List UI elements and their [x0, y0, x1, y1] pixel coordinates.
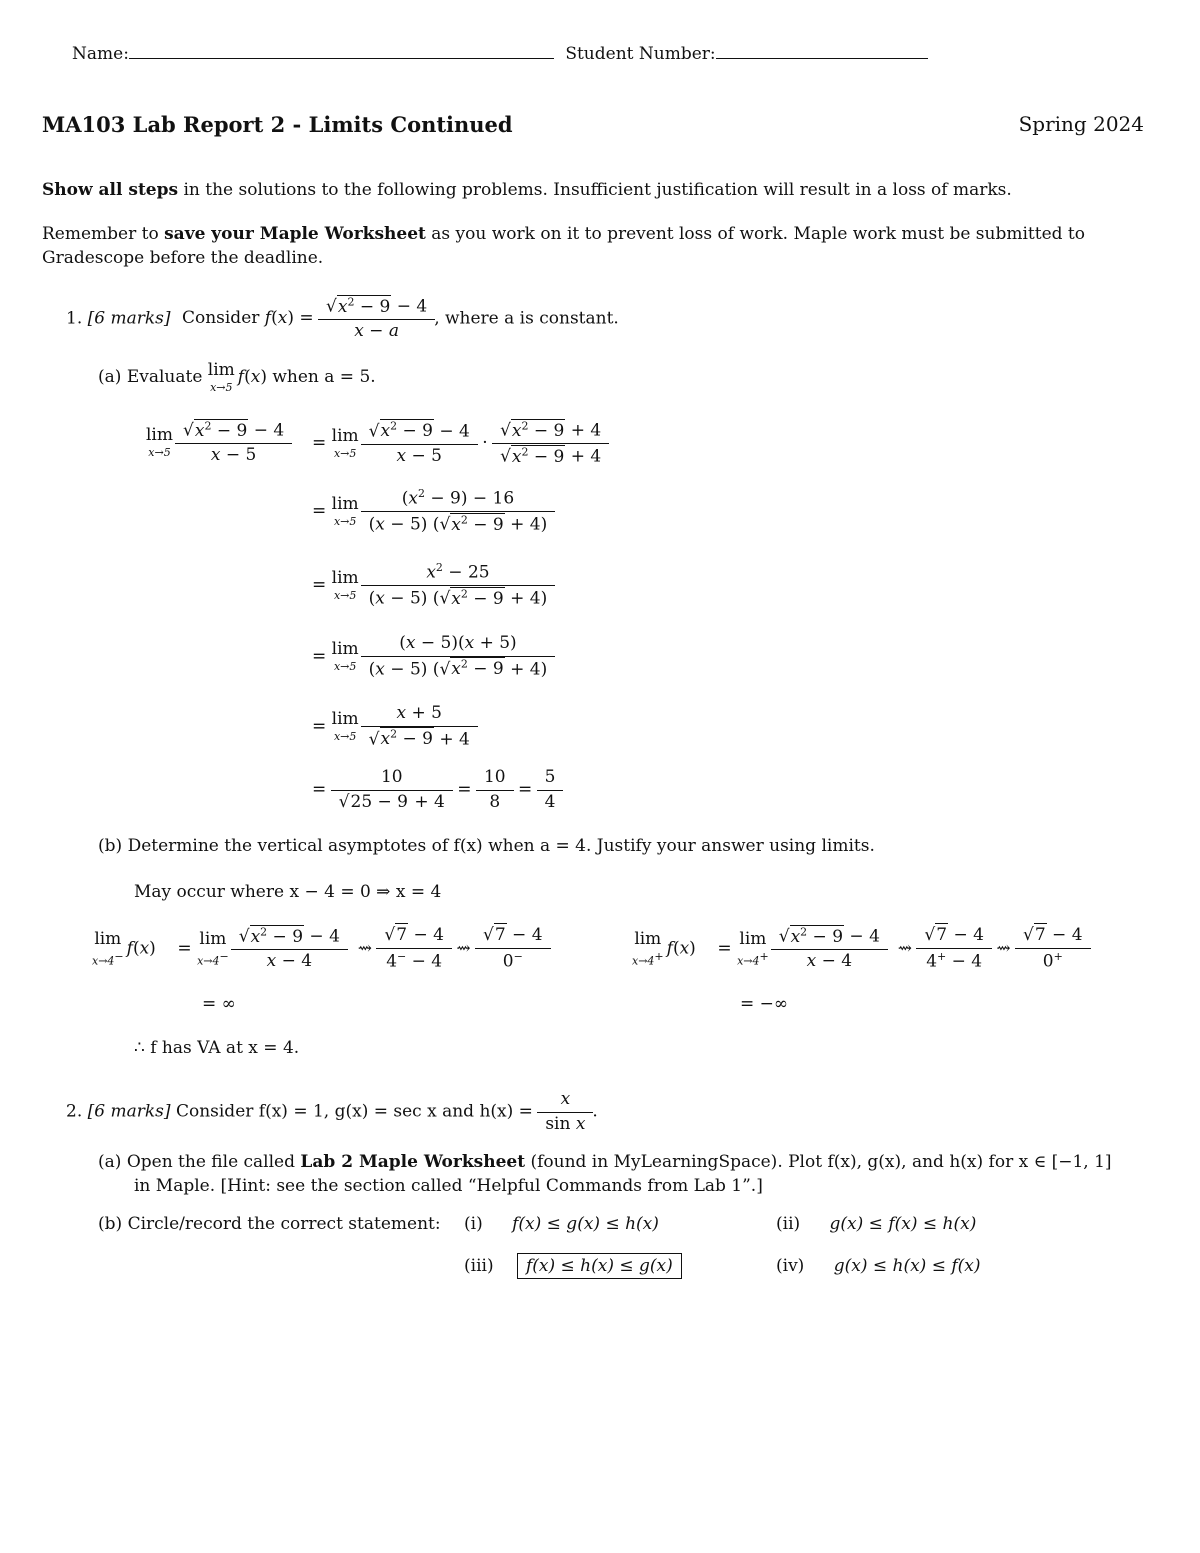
q1b-left-limit: lim x→4− f(x) = lim x→4− $\frac{√x^2 - 9 - 4}{x - 4}$ ⇝ $\frac{√7 - 4}{4^- - 4}$ ⇝ $\frac{√7 - 4}{0^-}$ [92, 926, 550, 972]
q2-number: 2. [66, 1101, 83, 1122]
option-text: g(x) ≤ h(x) ≤ f(x) [833, 1256, 981, 1276]
q1b-prompt [98, 836, 875, 856]
student-number-blank [716, 57, 928, 59]
question-1-stem [66, 296, 619, 342]
instruction-remember [42, 224, 1085, 244]
remember-pre: Remember to [42, 224, 165, 244]
page-title: MA103 Lab Report 2 - Limits Continued [42, 112, 513, 137]
q2a-post: (found in MyLearningSpace). Plot f(x), g(x), and h(x) for x ∈ [−1, 1] [525, 1152, 1112, 1172]
option-label: (iii) [464, 1256, 494, 1276]
q1b-right-limit: lim x→4+ f(x) = lim x→4+ $\frac{√x^2 - 9 - 4}{x - 4}$ ⇝ $\frac{√7 - 4}{4^+ - 4}$ ⇝ $\frac{√7 - 4}{0^+}$ [632, 926, 1090, 972]
q1b-text: Determine the vertical asymptotes of f(x) when a = 4. Justify your answer using limits. [127, 836, 875, 856]
option-text: g(x) ≤ f(x) ≤ h(x) [829, 1214, 977, 1234]
option-label: (iv) [776, 1256, 805, 1276]
q2a-line2: in Maple. [Hint: see the section called “Helpful Commands from Lab 1”.] [134, 1176, 763, 1196]
q1b-right-result: = −∞ [740, 994, 789, 1014]
show-steps-bold: Show all steps [42, 180, 179, 200]
q2-marks: [6 marks] [87, 1101, 171, 1122]
q1b-left-result: = ∞ [202, 994, 236, 1014]
q2b-option-iii[interactable] [464, 1256, 682, 1276]
q1-where-text: , where a is constant. [434, 308, 619, 329]
q2b-option-iv[interactable] [776, 1256, 981, 1276]
q1a-step-3: = lim x→5 $\frac{x^2 - 25}{(x - 5) (√x^2 - 9 + 4)}$ [312, 562, 554, 609]
name-line [72, 44, 928, 64]
remember-bold: save your Maple Worksheet [164, 224, 426, 244]
q1b-conclusion: ∴ f has VA at x = 4. [134, 1038, 300, 1058]
q1a-post: when a = 5. [272, 367, 376, 387]
q1b-may-occur: May occur where x − 4 = 0 ⇒ x = 4 [134, 882, 442, 902]
q1-function-def: f(x) = $\frac{√x^2 - 9 - 4}{x - a}$ [265, 308, 434, 328]
option-text-boxed: f(x) ≤ h(x) ≤ g(x) [517, 1253, 682, 1279]
q1a-step-0-lhs: lim x→5 $\frac{√x^2 - 9 - 4}{x - 5}$ [146, 420, 291, 466]
option-label: (ii) [776, 1214, 801, 1234]
q2a-pre: Open the file called [126, 1152, 301, 1172]
q2b-text: Circle/record the correct statement: [127, 1214, 441, 1234]
q1a-step-1: = lim x→5 $\frac{√x^2 - 9 - 4}{x - 5}$ · $\frac{√x^2 - 9 + 4}{√x^2 - 9 + 4}$ [312, 420, 608, 467]
instruction-remember-line2: Gradescope before the deadline. [42, 248, 324, 268]
q1a-step-2: = lim x→5 $\frac{(x^2 - 9) - 16}{(x - 5) (√x^2 - 9 + 4)}$ [312, 488, 554, 535]
q2b-option-ii[interactable] [776, 1214, 976, 1234]
q1b-label: (b) [98, 836, 123, 856]
q2b-prompt [98, 1214, 441, 1234]
show-steps-rest: in the solutions to the following problems. Insufficient justification will result in a loss of marks. [178, 180, 1012, 200]
option-text: f(x) ≤ g(x) ≤ h(x) [512, 1214, 659, 1234]
term-label: Spring 2024 [1018, 112, 1144, 136]
name-blank [129, 57, 554, 59]
q2a-label: (a) [98, 1152, 122, 1172]
q1a-step-6: = $\frac{10}{√25 - 9 + 4}$ = $\frac{10}{8}$ = $\frac{5}{4}$ [312, 768, 562, 812]
q1-consider: Consider [181, 308, 260, 329]
q1a-pre: Evaluate [126, 367, 203, 387]
q1a-step-4: = lim x→5 $\frac{(x - 5)(x + 5)}{(x - 5) (√x^2 - 9 + 4)}$ [312, 634, 554, 680]
q1a-prompt: (a) Evaluate lim x→5 f(x) when a = 5. [98, 360, 376, 394]
q2b-option-i[interactable] [464, 1214, 659, 1234]
q2a-bold: Lab 2 Maple Worksheet [300, 1152, 526, 1172]
q2a-prompt [98, 1152, 1112, 1172]
remember-post: as you work on it to prevent loss of work. Maple work must be submitted to [425, 224, 1085, 244]
student-number-label: Student Number: [565, 44, 716, 64]
q1a-lim: lim x→5 [207, 360, 235, 394]
q2b-label: (b) [98, 1214, 123, 1234]
q1a-label: (a) [98, 367, 122, 387]
question-2-stem: 2. [6 marks] Consider f(x) = 1, g(x) = sec x and h(x) = $\frac{x}{\text{sin x}}$ . [66, 1089, 598, 1134]
instruction-show-steps [42, 180, 1012, 200]
q2-h-fraction: $\frac{x}{\text{sin x}}$ [541, 1090, 589, 1134]
q1-marks: [6 marks] [87, 308, 171, 329]
q1a-step-5: = lim x→5 $\frac{x + 5}{√x^2 - 9 + 4}$ [312, 704, 477, 750]
q2-consider: Consider f(x) = 1, g(x) = sec x and h(x) = [175, 1101, 533, 1122]
name-label: Name: [72, 44, 129, 64]
option-label: (i) [464, 1214, 483, 1234]
q1-number: 1. [66, 308, 83, 329]
